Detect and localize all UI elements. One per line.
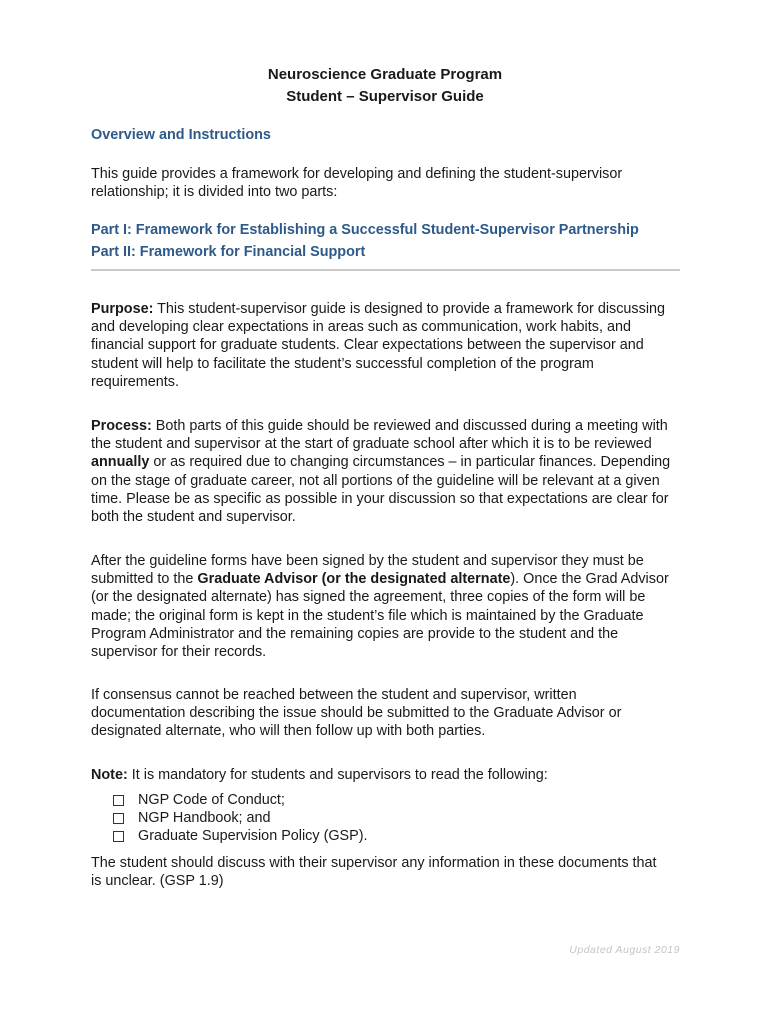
- purpose-label: Purpose:: [91, 301, 154, 317]
- after-text-a: After the guideline forms have been signed by the student and supervisor they must be submitted to the: [91, 553, 644, 588]
- title-line-2: Student – Supervisor Guide: [286, 88, 484, 105]
- process-label: Process:: [91, 418, 152, 434]
- list-item-label: Graduate Supervision Policy (GSP).: [138, 828, 368, 844]
- note-text: It is mandatory for students and supervisors to read the following:: [127, 767, 548, 783]
- closing-paragraph: The student should discuss with their supervisor any information in these documents that is unclear. (GSP 1.9): [91, 855, 657, 890]
- note-label: Note:: [91, 767, 128, 783]
- checkbox-icon: [113, 795, 124, 806]
- purpose-paragraph: [91, 300, 666, 391]
- list-item: [113, 809, 368, 827]
- part-one-heading: Part I: Framework for Establishing a Successful Student-Supervisor Partnership: [91, 222, 639, 238]
- process-text-b: or as required due to changing circumstances – in particular finances. Depending on the stage of graduate career, not all portions of the guideline will be relevant at a given time. Please be as specific as possible in your discussion so that expectations are clear for both the student and supervisor.: [91, 454, 671, 526]
- required-reading-list: [113, 791, 368, 845]
- checkbox-icon: [113, 813, 124, 824]
- overview-heading: Overview and Instructions: [91, 127, 271, 143]
- consensus-paragraph: If consensus cannot be reached between the student and supervisor, written documentation describing the issue should be submitted to the Graduate Advisor or designated alternate, who will then follow up with both parties.: [91, 687, 622, 740]
- purpose-text: This student-supervisor guide is designed to provide a framework for discussing and developing clear expectations in areas such as communication, work habits, and financial support for graduate students. Clear expectations between the supervisor and student will help to facilitate the student’s successful completion of the program requirements.: [91, 301, 666, 390]
- after-text-b: (or: [317, 571, 345, 588]
- list-item-label: NGP Code of Conduct;: [138, 792, 285, 808]
- process-paragraph: [91, 417, 676, 526]
- process-bold-annually: annually: [91, 454, 150, 471]
- updated-footer: Updated August 2019: [569, 944, 680, 956]
- intro-paragraph: This guide provides a framework for developing and defining the student-supervisor relationship; it is divided into two parts:: [91, 166, 623, 201]
- after-bold-graduate-advisor: Graduate Advisor: [197, 571, 318, 588]
- after-bold-designated-alternate: the designated alternate: [344, 571, 511, 588]
- section-divider: [91, 269, 680, 271]
- process-text-a: Both parts of this guide should be reviewed and discussed during a meeting with the student and supervisor at the start of graduate school after which it is to be reviewed: [91, 418, 668, 453]
- note-paragraph: [91, 766, 691, 784]
- list-item: [113, 791, 368, 809]
- title-line-1: Neuroscience Graduate Program: [267, 66, 503, 83]
- after-text-c: ). Once the Grad Advisor (or the designated alternate) has signed the agreement, three copies of the form will be made; the original form is kept in the student’s file which is maintained by the Graduate Program Administrator and the remaining copies are provide to the student and the supervisor for their records.: [91, 571, 669, 661]
- after-signing-paragraph: [91, 552, 681, 661]
- list-item-label: NGP Handbook; and: [138, 810, 271, 826]
- part-two-heading: Part II: Framework for Financial Support: [91, 244, 366, 260]
- list-item: [113, 827, 368, 845]
- checkbox-icon: [113, 831, 124, 842]
